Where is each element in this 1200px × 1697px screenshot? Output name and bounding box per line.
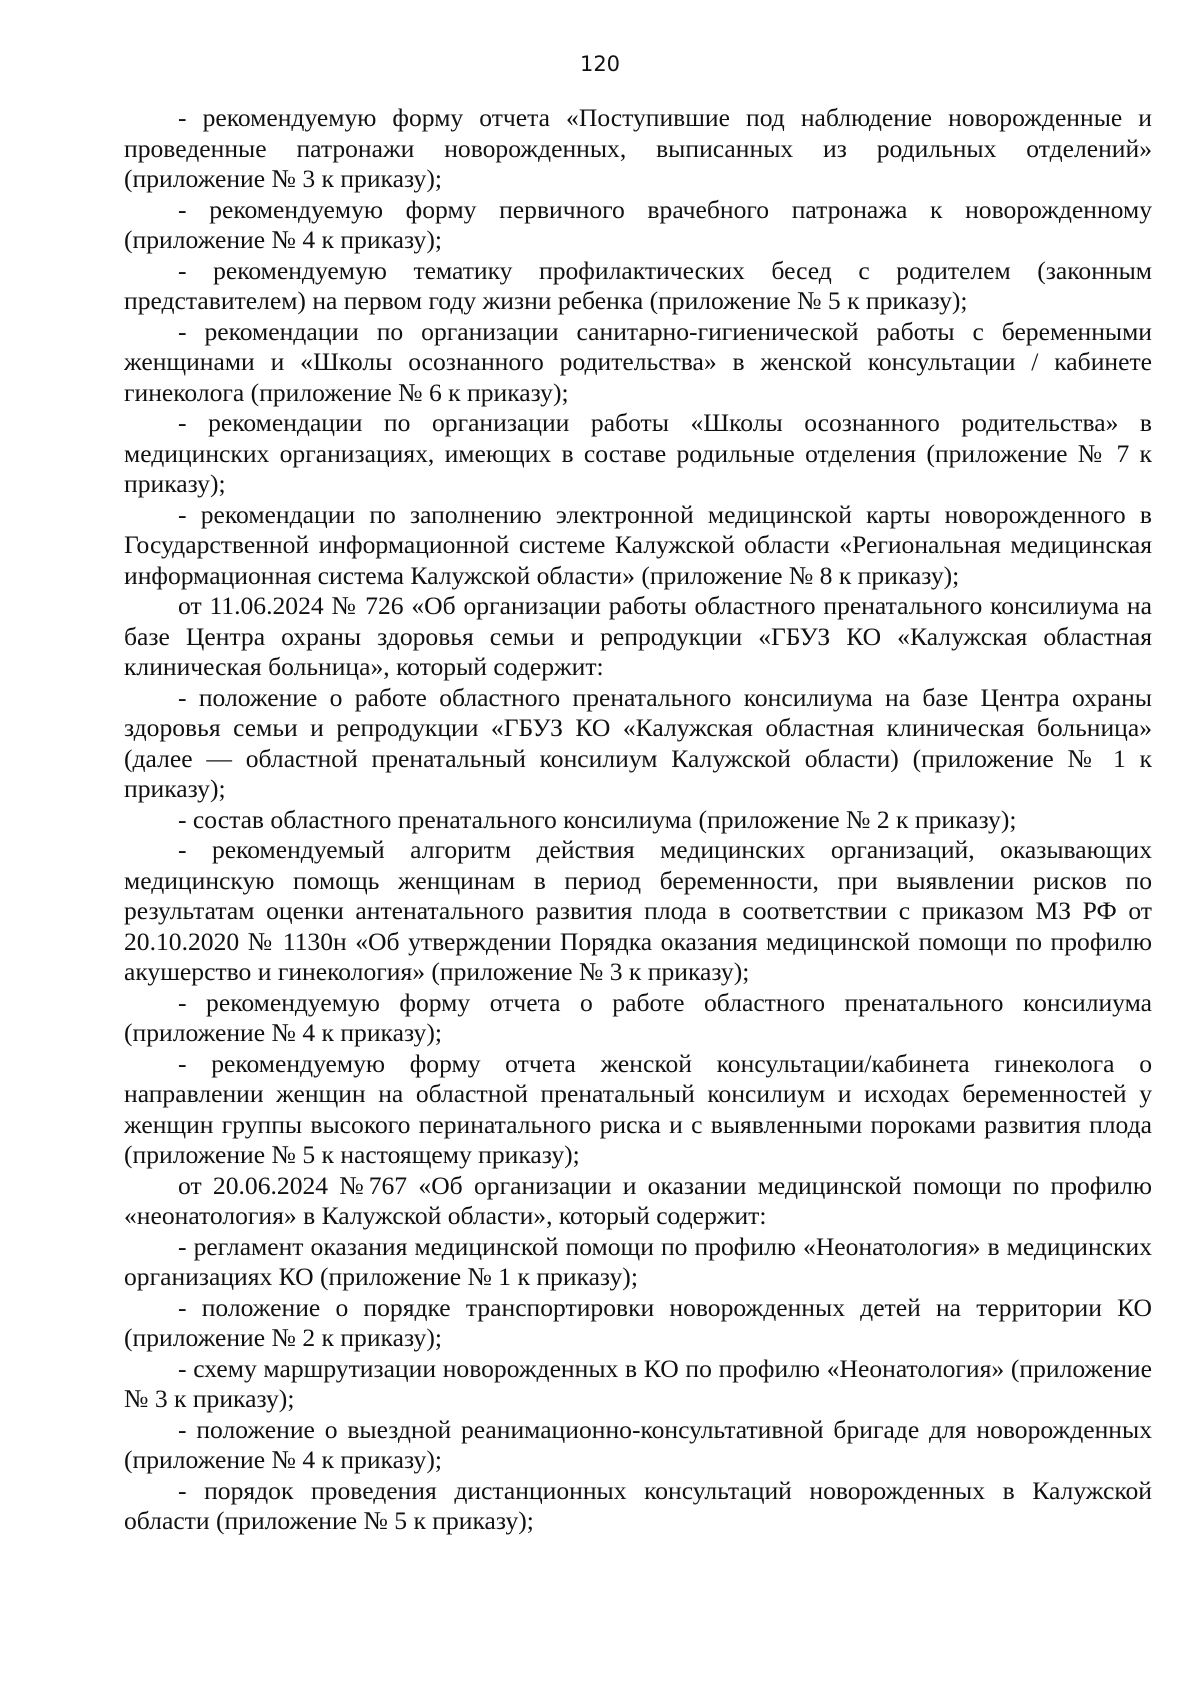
paragraph: - регламент оказания медицинской помощи по профилю «Неонатология» в медицинских организациях КО (приложение № 1 к приказу);	[124, 1231, 1152, 1291]
paragraph: - рекомендуемый алгоритм действия медицинских организаций, оказывающих медицинскую помощь женщинам в период беременности, при выявлении рисков по результатам оценки антенатального развития плода в соответствии с приказом МЗ РФ от 20.10.2020 № 1130н «Об утверждении Порядка оказания медицинской помощи по профилю акушерство и гинекология» (приложение № 3 к приказу);	[124, 835, 1152, 986]
paragraph: - схему маршрутизации новорожденных в КО по профилю «Неонатология» (приложение № 3 к приказу);	[124, 1353, 1152, 1413]
paragraph: - порядок проведения дистанционных консультаций новорожденных в Калужской области (приложение № 5 к приказу);	[124, 1475, 1152, 1535]
paragraph: - рекомендации по заполнению электронной медицинской карты новорожденного в Государственной информационной системе Калужской области «Региональная медицинская информационная система Калужской области» (приложение № 8 к приказу);	[124, 499, 1152, 590]
paragraph: - рекомендуемую форму отчета о работе областного пренатального консилиума (приложение № 4 к приказу);	[124, 987, 1152, 1047]
page-number: 120	[579, 52, 621, 76]
paragraph: - положение о порядке транспортировки новорожденных детей на территории КО (приложение № 2 к приказу);	[124, 1292, 1152, 1352]
paragraph: - рекомендуемую форму отчета «Поступившие под наблюдение новорожденные и проведенные патронажи новорожденных, выписанных из родильных отделений» (приложение № 3 к приказу);	[124, 103, 1152, 193]
paragraph: от 20.06.2024 №767 «Об организации и оказании медицинской помощи по профилю «неонатология» в Калужской области», который содержит:	[124, 1170, 1152, 1230]
paragraph: - рекомендуемую форму первичного врачебного патронажа к новорожденному (приложение № 4 к приказу);	[124, 194, 1152, 254]
paragraph: - положение о выездной реанимационно-консультативной бригаде для новорожденных (приложение № 4 к приказу);	[124, 1414, 1152, 1474]
paragraph: - рекомендуемую тематику профилактических бесед с родителем (законным представителем) на первом году жизни ребенка (приложение № 5 к приказу);	[124, 255, 1152, 315]
paragraph: - положение о работе областного пренатального консилиума на базе Центра охраны здоровья семьи и репродукции «ГБУЗ КО «Калужская областная клиническая больница» (далее — областной пренатальный консилиум Калужской области) (приложение № 1 к приказу);	[124, 682, 1152, 803]
paragraph: от 11.06.2024 № 726 «Об организации работы областного пренатального консилиума на базе Центра охраны здоровья семьи и репродукции «ГБУЗ КО «Калужская областная клиническая больница», который содержит:	[124, 591, 1152, 681]
paragraph: - рекомендации по организации работы «Школы осознанного родительства» в медицинских организациях, имеющих в составе родильные отделения (приложение № 7 к приказу);	[124, 408, 1152, 498]
paragraph: - рекомендации по организации санитарно-гигиенической работы с беременными женщинами и «Школы осознанного родительства» в женской консультации / кабинете гинеколога (приложение № 6 к приказу);	[124, 316, 1152, 407]
paragraph: - рекомендуемую форму отчета женской консультации/кабинета гинеколога о направлении женщин на областной пренатальный консилиум и исходах беременностей у женщин группы высокого перинатального риска и с выявленными пороками развития плода (приложение № 5 к настоящему приказу);	[124, 1048, 1152, 1169]
paragraph: - состав областного пренатального консилиума (приложение № 2 к приказу);	[178, 804, 1017, 834]
document-body	[124, 103, 1152, 1537]
